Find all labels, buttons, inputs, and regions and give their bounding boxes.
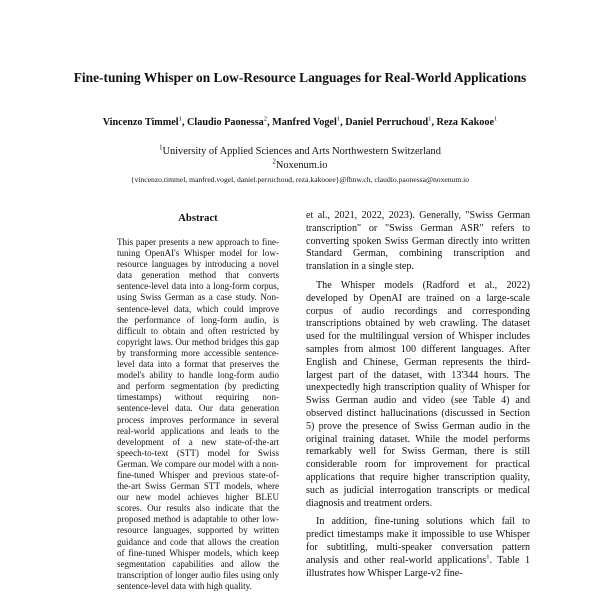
author-separator: , (267, 117, 273, 128)
affiliation-2-text: Noxenum.io (275, 160, 328, 171)
paragraph-fine-tuning-text: In addition, fine-tuning solutions which fail to predict timestamps make it impossible to use Whisper for subtitling, multi-speaker conversation pattern analysis and other real-world applications (306, 516, 530, 566)
affiliation-1-marker: 1 (159, 144, 163, 152)
author-name: Reza Kakooe (436, 117, 494, 128)
author-affiliation-marker: 1 (336, 115, 341, 123)
affiliation-2 (0, 159, 600, 172)
paper-title: Fine-tuning Whisper on Low-Resource Languages for Real-World Applications (73, 70, 527, 85)
paragraph-continuation: et al., 2021, 2022, 2023). Generally, "Swiss German transcription" or "Swiss German ASR" refers to converting spoken Swiss German directly into written Standard German, combining transcription and translation in a single step. (306, 210, 530, 273)
affiliation-2-marker: 2 (272, 158, 276, 166)
author-affiliation-marker: 1 (493, 115, 498, 123)
author-emails: {vincenzo.timmel, manfred.vogel, daniel.perruchoud, reza.kakooee}@fhnw.ch, claudio.paonessa@noxenum.io (130, 175, 470, 184)
paragraph-fine-tuning (306, 516, 530, 580)
author-name: Manfred Vogel (272, 117, 337, 128)
abstract-body: This paper presents a new approach to fine-tuning OpenAI's Whisper model for low-resource languages by introducing a novel data generation method that converts sentence-level data into a long-form corpus, using Swiss German as a case study. Non-sentence-level data, which could improve the performance of long-form audio, is difficult to obtain and often restricted by copyright laws. Our method bridges this gap by transforming more accessible sentence-level data into a format that preserves the model's ability to handle long-form audio and perform segmentation (by predicting timestamps) without requiring non-sentence-level data. Our data generation process improves performance in several real-world applications and leads to the development of a new state-of-the-art speech-to-text (STT) model for Swiss German. We compare our model with a non-fine-tuned Whisper and previous state-of-the-art Swiss German STT models, where our new model achieves higher BLEU scores. Our results also indicate that the proposed method is adaptable to other low-resource languages, supported by written guidance and code that allows the creation of fine-tuned Whisper models, which keep segmentation capabilities and allow the transcription of longer audio files using only sentence-level data with high quality. (117, 237, 279, 591)
author-separator: , (181, 117, 188, 128)
author-affiliation-marker: 1 (178, 115, 182, 123)
footnote-marker: 1 (486, 553, 490, 561)
paragraph-fine-tuning-tail: . Table 1 illustrates how Whisper Large-v2 fine- (306, 554, 530, 579)
author-affiliation-marker: 2 (263, 115, 268, 123)
author-name: Vincenzo Timmel (102, 117, 179, 128)
right-column-body (306, 210, 530, 580)
author-separator: , (340, 117, 346, 128)
abstract-heading: Abstract (178, 213, 218, 224)
author-name: Daniel Perruchoud (345, 117, 429, 128)
author-name: Claudio Paonessa (187, 117, 264, 128)
author-affiliation-marker: 1 (428, 115, 432, 123)
author-separator: , (431, 117, 437, 128)
affiliation-1 (0, 145, 600, 158)
affiliation-1-text: University of Applied Sciences and Arts Northwestern Switzerland (162, 146, 441, 157)
paragraph-whisper-models: The Whisper models (Radford et al., 2022) developed by OpenAI are trained on a large-scale corpus of audio recordings and corresponding transcriptions obtained by web crawling. The dataset used for the multilingual version of Whisper includes samples from almost 100 different languages. After English and Chinese, German represents the third-largest part of the dataset, with 13'344 hours. The unexpectedly high transcription quality of Whisper for Swiss German audio and video (see Table 4) and observed distinct hallucinations (discussed in Section 5) prove the presence of Swiss German audio in the original training dataset. While the model performs remarkably well for Swiss German, there is still considerable room for improvement for practical applications that require higher transcription quality, such as judicial interrogation transcripts or medical diagnosis and treatment orders. (306, 279, 530, 509)
author-list (0, 116, 600, 129)
